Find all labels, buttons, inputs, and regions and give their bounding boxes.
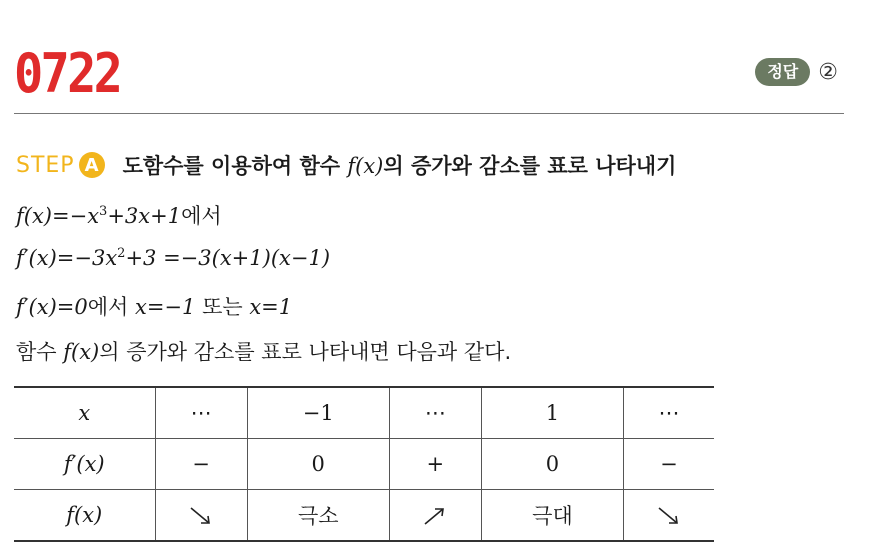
arrow-down-right-icon bbox=[155, 490, 247, 542]
line1-text: 에서 bbox=[181, 204, 222, 228]
table-cell: − bbox=[623, 439, 714, 490]
table-cell: −1 bbox=[247, 387, 389, 439]
line2-tail: +3 =−3(x+1)(x−1) bbox=[125, 246, 331, 270]
table-cell: ⋯ bbox=[389, 387, 481, 439]
table-header-derivative: f′(x) bbox=[14, 439, 155, 490]
step-title-suffix: 의 증가와 감소를 표로 나타내기 bbox=[383, 154, 677, 178]
table-header-x: x bbox=[14, 387, 155, 439]
arrow-up-right-icon bbox=[389, 490, 481, 542]
answer-box bbox=[755, 58, 838, 86]
line4-text1: 함수 bbox=[16, 340, 64, 364]
step-label: STEP bbox=[16, 152, 75, 178]
line2-exponent: 2 bbox=[117, 246, 126, 261]
arrow-down-right-icon bbox=[623, 490, 714, 542]
line4-text2: 의 증가와 감소를 표로 나타내면 다음과 같다. bbox=[99, 340, 512, 364]
solution-line-2 bbox=[16, 246, 330, 270]
problem-number: 0722 bbox=[14, 42, 121, 105]
line3-math2: x=−1 bbox=[134, 295, 196, 319]
line1-tail: +3x+1 bbox=[107, 204, 182, 228]
table-header-function: f(x) bbox=[14, 490, 155, 542]
line1-exponent: 3 bbox=[99, 204, 108, 219]
line4-math: f(x) bbox=[63, 340, 100, 364]
table-cell: ⋯ bbox=[155, 387, 247, 439]
table-cell: − bbox=[155, 439, 247, 490]
line3-text2: 또는 bbox=[195, 295, 250, 319]
solution-line-1 bbox=[16, 200, 222, 230]
step-badge: A bbox=[79, 152, 105, 178]
solution-line-4 bbox=[16, 336, 511, 366]
increase-decrease-table bbox=[14, 386, 714, 542]
line3-math3: x=1 bbox=[249, 295, 293, 319]
step-title-math: f(x) bbox=[347, 154, 384, 178]
step-title bbox=[123, 150, 677, 180]
solution-line-3 bbox=[16, 291, 292, 321]
line1-math: f(x)=−x bbox=[16, 204, 100, 228]
line2-math: f′(x)=−3x bbox=[16, 246, 118, 270]
table-cell-local-min: 극소 bbox=[247, 490, 389, 542]
answer-value: ② bbox=[818, 59, 838, 85]
step-title-prefix: 도함수를 이용하여 함수 bbox=[122, 154, 348, 178]
step-heading bbox=[16, 150, 676, 180]
header-divider bbox=[14, 113, 844, 114]
table-cell: 0 bbox=[481, 439, 623, 490]
line3-math: f′(x)=0 bbox=[16, 295, 88, 319]
table-row-x bbox=[14, 387, 714, 439]
answer-badge: 정답 bbox=[755, 58, 810, 86]
table-row-function bbox=[14, 490, 714, 542]
line3-text1: 에서 bbox=[87, 295, 135, 319]
table-cell: 0 bbox=[247, 439, 389, 490]
table-cell: ⋯ bbox=[623, 387, 714, 439]
table-cell: + bbox=[389, 439, 481, 490]
table-cell-local-max: 극대 bbox=[481, 490, 623, 542]
table-cell: 1 bbox=[481, 387, 623, 439]
table-row-derivative bbox=[14, 439, 714, 490]
